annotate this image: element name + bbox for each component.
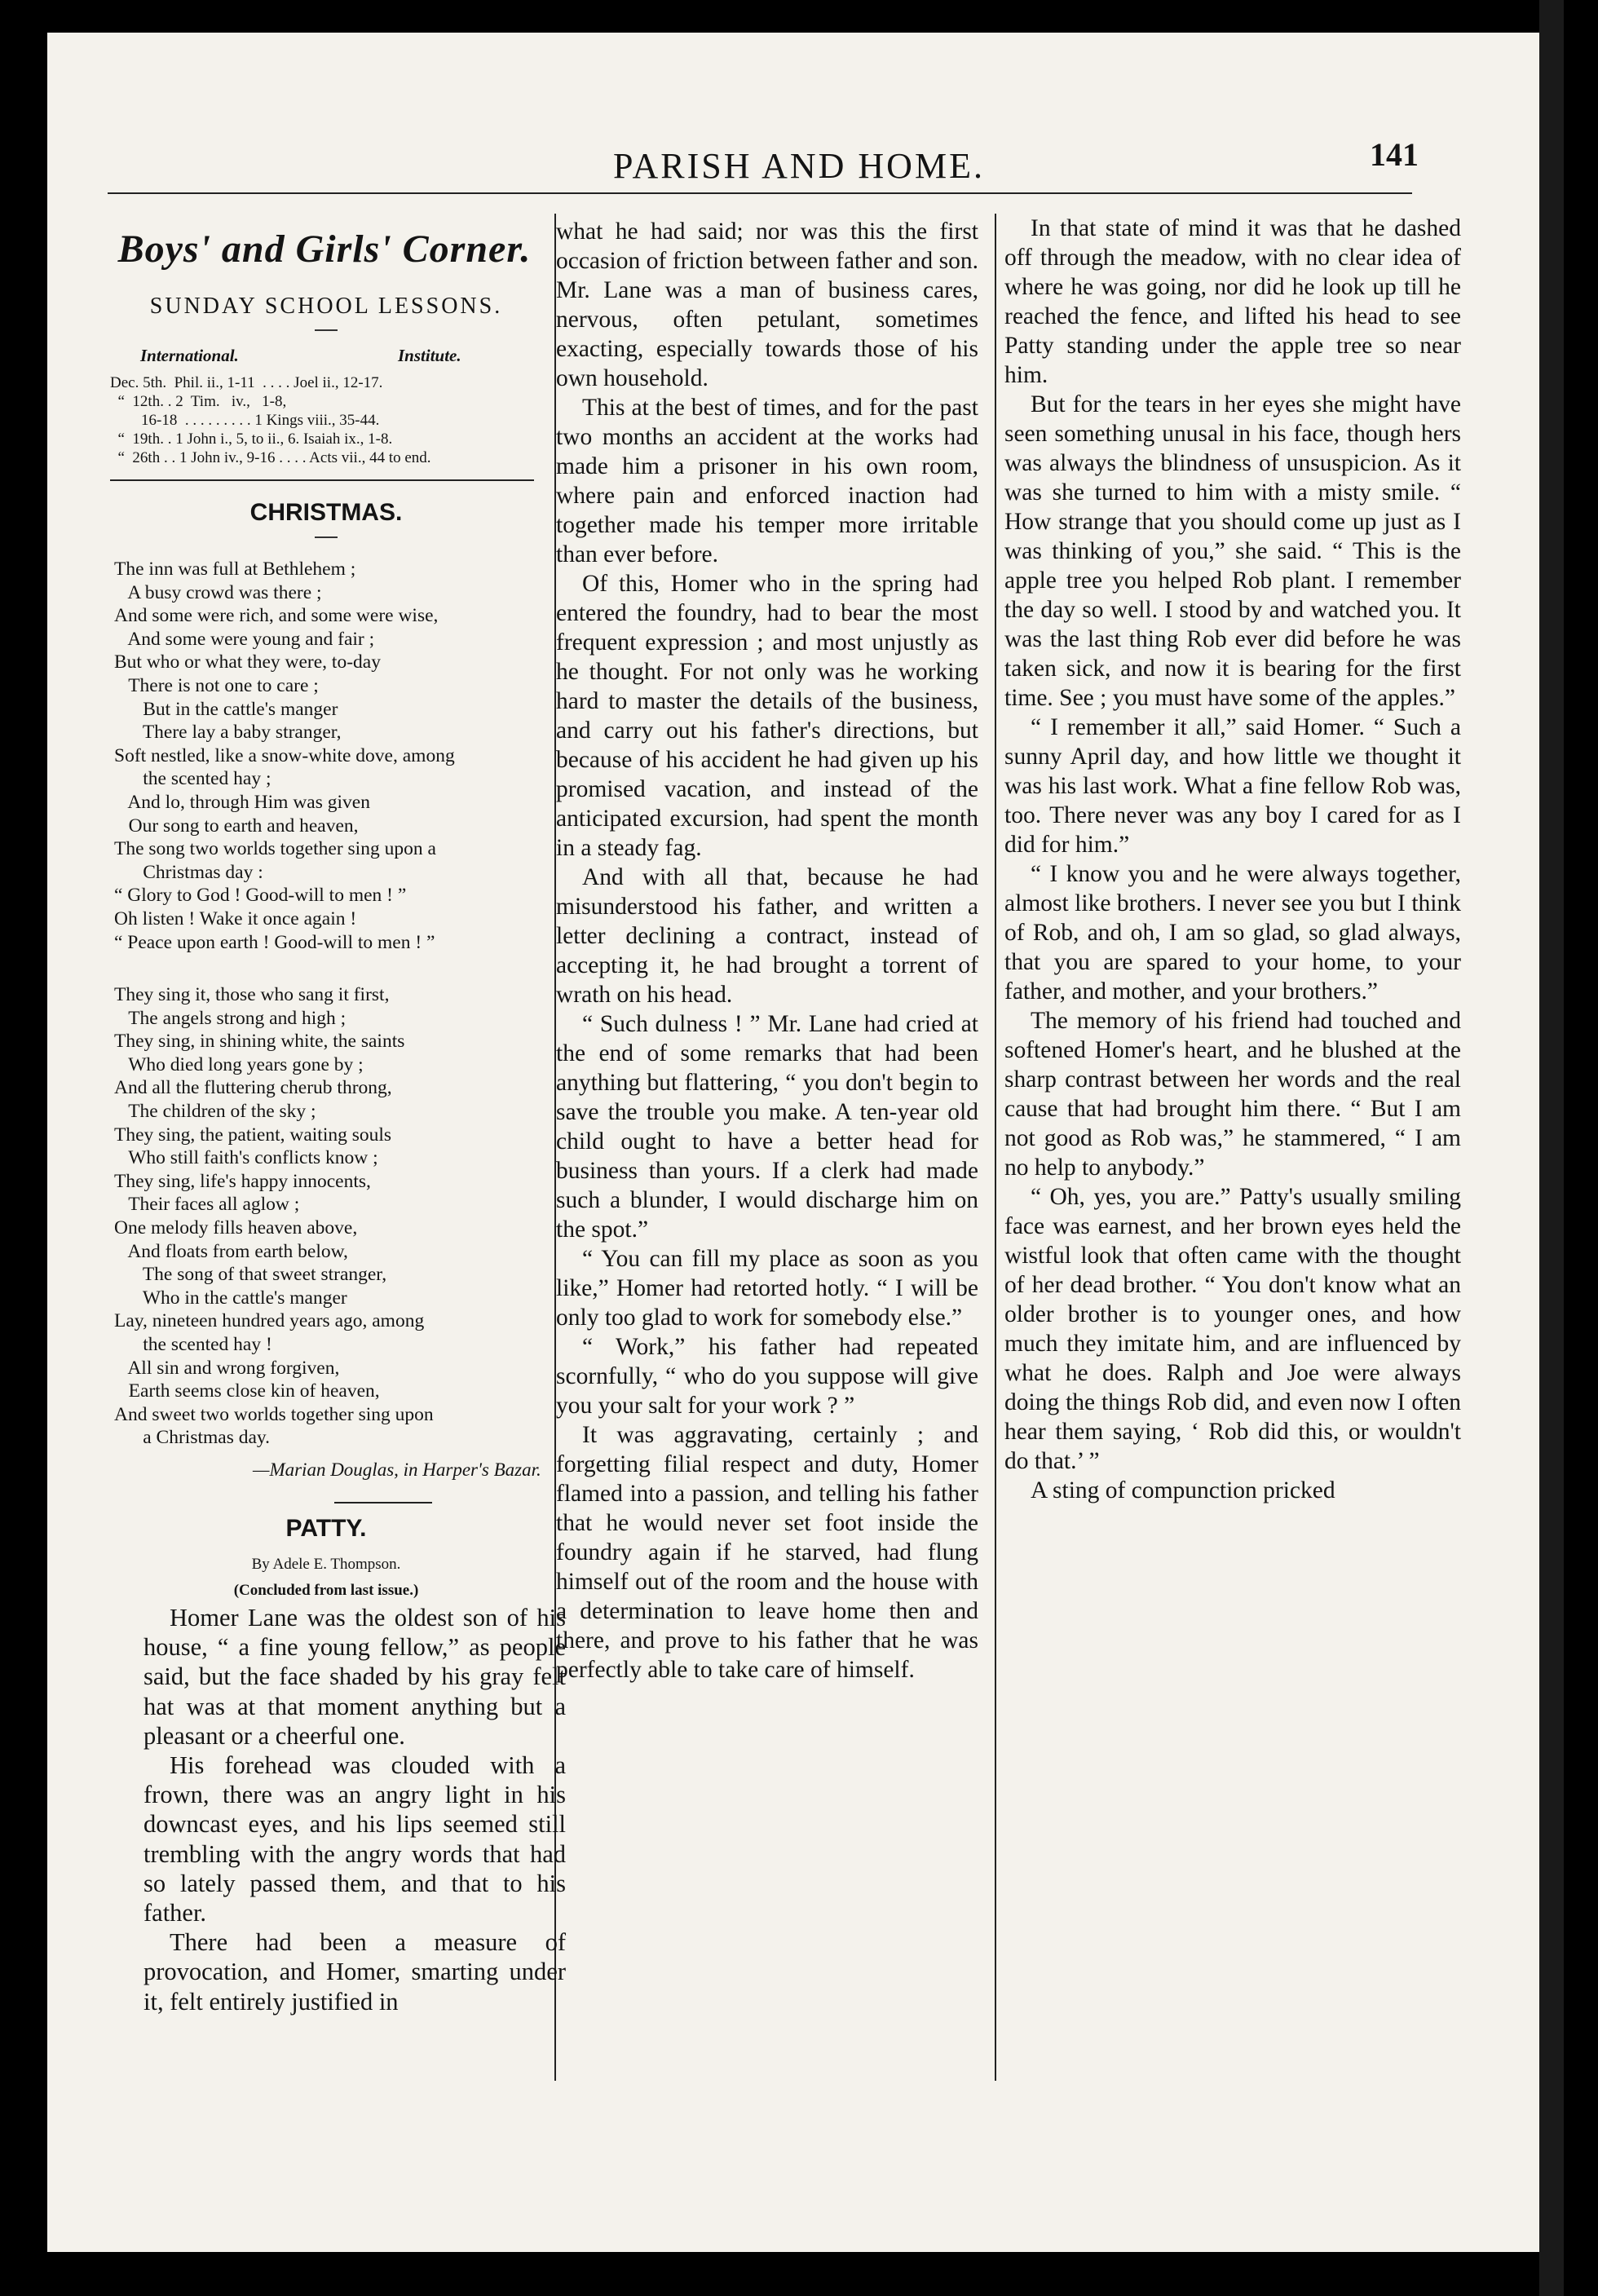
- running-head: PARISH AND HOME.: [613, 146, 985, 186]
- story-column-2: [556, 217, 978, 1684]
- section-title: Boys' and Girls' Corner.: [117, 227, 532, 271]
- paragraph: This at the best of times, and for the past two months an accident at the works had made him a prisoner in his own room, where pain and enforced inaction had together made his temper more irritable than ever before.: [556, 395, 978, 567]
- concluded-note: (Concluded from last issue.): [233, 1582, 419, 1599]
- paragraph: “ I remember it all,” said Homer. “ Such a sunny April day, and how little we thought it was his last work. What a fine fellow Rob was, too. There never was any boy I cared for as I did for him.”: [1004, 714, 1461, 858]
- page-number: 141: [1370, 136, 1419, 173]
- lesson-row: 16-18 . . . . . . . . . 1 Kings viii., 35-44.: [110, 412, 380, 429]
- divider: [315, 536, 338, 538]
- poem-line: They sing, life's happy innocents,: [114, 1170, 371, 1192]
- section-rule: [110, 479, 534, 481]
- poem-line: There is not one to care ;: [114, 675, 319, 696]
- poem-attribution: —Marian Douglas, in Harper's Bazar.: [253, 1459, 541, 1480]
- lesson-row: Dec. 5th. Phil. ii., 1-11 . . . . Joel ii., 12-17.: [110, 374, 383, 391]
- paragraph: There had been a measure of provocation, and Homer, smarting under it, felt entirely justified in: [143, 1928, 566, 2016]
- lesson-row: “ 12th. . 2 Tim. iv., 1-8,: [110, 393, 287, 410]
- poem-line: They sing, in shining white, the saints: [114, 1031, 405, 1053]
- poem-line: One melody fills heaven above,: [114, 1217, 358, 1239]
- paragraph: In that state of mind it was that he dashed off through the meadow, with no clear idea of where he was going, nor did he look up till he reached the fence, and lifted his head to see Patty standing under the apple tree so near him.: [1004, 215, 1461, 388]
- poem-line: All sin and wrong forgiven,: [114, 1357, 340, 1379]
- paragraph: what he had said; nor was this the first occasion of friction between father and son. Mr. Lane was a man of business cares, nervous, often petulant, sometimes exacting, especially towards those of his own household.: [556, 219, 978, 391]
- lesson-row: “ 19th. . 1 John i., 5, to ii., 6. Isaiah ix., 1-8.: [110, 430, 393, 448]
- poem-line: The children of the sky ;: [114, 1101, 316, 1122]
- poem-line: And lo, through Him was given: [114, 792, 370, 813]
- poem-line: A busy crowd was there ;: [114, 581, 322, 603]
- paragraph: His forehead was clouded with a frown, there was an angry light in his downcast eyes, and his lips seemed still trembling with the angry words that had so lately passed them, and that to his father.: [143, 1751, 566, 1927]
- divider: [315, 329, 338, 331]
- paragraph: “ Oh, yes, you are.” Patty's usually smiling face was earnest, and her brown eyes held the wistful look that often came with the thought of her dead brother. “ You don't know what an older brother is to younger ones, and how much they imitate him, and are influenced by what he does. Ralph and Joe were always doing the things Rob did, and even now I often hear them saying, ‘ Rob did this, or wouldn't do that.’ ”: [1004, 1184, 1461, 1474]
- poem-line: There lay a baby stranger,: [114, 722, 342, 744]
- poem-line: the scented hay !: [114, 1334, 272, 1355]
- poem-line: Our song to earth and heaven,: [114, 815, 359, 837]
- paragraph: “ Such dulness ! ” Mr. Lane had cried at the end of some remarks that had been anything but flattering, “ you don't begin to save the trouble you make. A ten-year old child ought to have a better head for business than yours. If a clerk had made such a blunder, I would discharge him on the spot.”: [556, 1011, 978, 1243]
- poem-line: Their faces all aglow ;: [114, 1194, 300, 1216]
- paragraph: The memory of his friend had touched and softened Homer's heart, and he blushed at the sharp contrast between her words and the real cause that had brought him there. “ But I am not good as Rob was,” he stammered, “ I am no help to anybody.”: [1004, 1008, 1461, 1181]
- poem-line: Who in the cattle's manger: [114, 1287, 347, 1309]
- poem-line: But who or what they were, to-day: [114, 651, 381, 673]
- poem-line: They sing it, those who sang it first,: [114, 984, 390, 1005]
- poem-line: The angels strong and high ;: [114, 1007, 347, 1029]
- page-edge: [1539, 0, 1564, 2296]
- poem-line: And sweet two worlds together sing upon: [114, 1403, 434, 1425]
- lessons-title: SUNDAY SCHOOL LESSONS.: [149, 294, 503, 319]
- poem-line: Earth seems close kin of heaven,: [114, 1380, 380, 1402]
- poem-line: But in the cattle's manger: [114, 698, 338, 720]
- poem-line: They sing, the patient, waiting souls: [114, 1124, 392, 1146]
- paragraph: Homer Lane was the oldest son of his house, “ a fine young fellow,” as people said, but the face shaded by his gray felt hat was at that moment anything but a pleasant or a cheerful one.: [143, 1604, 566, 1750]
- poem-line: Oh listen ! Wake it once again !: [114, 908, 357, 929]
- poem-line: Soft nestled, like a snow-white dove, among: [114, 744, 455, 766]
- international-heading: International.: [140, 346, 239, 365]
- poem-line: the scented hay ;: [114, 768, 271, 790]
- column-rule: [995, 214, 996, 2081]
- poem-line: The song two worlds together sing upon a: [114, 838, 436, 860]
- story-column-3: [1004, 214, 1461, 1505]
- poem-line: And floats from earth below,: [114, 1240, 348, 1262]
- poem-line: Lay, nineteen hundred years ago, among: [114, 1310, 425, 1332]
- paragraph: Of this, Homer who in the spring had entered the foundry, had to bear the most frequent expression ; and most unjustly as he thought. For not only was he working hard to master the details of the business, and carry out his father's directions, but because of his accident he had given up his promised vacation, and instead of the anticipated excursion, had spent the month in a steady fag.: [556, 571, 978, 861]
- lesson-row: “ 26th . . 1 John iv., 9-16 . . . . Acts vii., 44 to end.: [110, 449, 431, 466]
- section-rule: [334, 1502, 432, 1503]
- story-column-1: [143, 1603, 566, 2016]
- byline: By Adele E. Thompson.: [251, 1556, 401, 1573]
- poem-line: The inn was full at Bethlehem ;: [114, 559, 356, 580]
- poem-line: And some were young and fair ;: [114, 628, 375, 650]
- poem-line: And all the fluttering cherub throng,: [114, 1077, 392, 1099]
- poem-line: And some were rich, and some were wise,: [114, 605, 439, 627]
- paragraph: “ Work,” his father had repeated scornfully, “ who do you suppose will give you your salt for your work ? ”: [556, 1334, 978, 1419]
- paragraph: A sting of compunction pricked: [1031, 1477, 1335, 1503]
- paragraph: “ You can fill my place as soon as you like,” Homer had retorted hotly. “ I will be only too glad to work for somebody else.”: [556, 1246, 978, 1331]
- paragraph: “ I know you and he were always together, almost like brothers. I never see you but I think of Rob, and oh, I am so glad, so glad always, that you are spared to your home, to your father, and mother, and your brothers.”: [1004, 861, 1461, 1004]
- poem-line: “ Peace upon earth ! Good-will to men ! ”: [114, 931, 435, 953]
- paragraph: And with all that, because he had misunderstood his father, and written a letter declining a contract, instead of accepting it, he had brought a torrent of wrath on his head.: [556, 864, 978, 1008]
- poem-line: Who died long years gone by ;: [114, 1053, 364, 1075]
- poem-line: Who still faith's conflicts know ;: [114, 1147, 378, 1169]
- story-title: PATTY.: [285, 1515, 367, 1542]
- paragraph: But for the tears in her eyes she might have seen something unusal in his face, though hers was always the blindness of unsuspicion. As it was she turned to him with a misty smile. “ How strange that you should come up just as I was thinking of you,” she said. “ This is the apple tree you helped Rob plant. I remember the day so well. I stood by and watched you. It was the last thing Rob ever did before he was taken sick, and now it is bearing for the first time. See ; you must have some of the apples.”: [1004, 391, 1461, 711]
- poem-line: Christmas day :: [114, 861, 263, 883]
- poem-title: CHRISTMAS.: [249, 499, 403, 526]
- poem-line: a Christmas day.: [114, 1427, 271, 1449]
- paragraph: It was aggravating, certainly ; and forgetting filial respect and duty, Homer flamed into a passion, and telling his father that he would never set foot inside the foundry again if he starved, had flung himself out of the room and the house with a determination to leave home then and there, and prove to his father that he was perfectly able to take care of himself.: [556, 1422, 978, 1683]
- institute-heading: Institute.: [398, 346, 461, 365]
- poem-line: “ Glory to God ! Good-will to men ! ”: [114, 885, 407, 907]
- header-rule: [108, 192, 1412, 194]
- poem-line: The song of that sweet stranger,: [114, 1264, 387, 1286]
